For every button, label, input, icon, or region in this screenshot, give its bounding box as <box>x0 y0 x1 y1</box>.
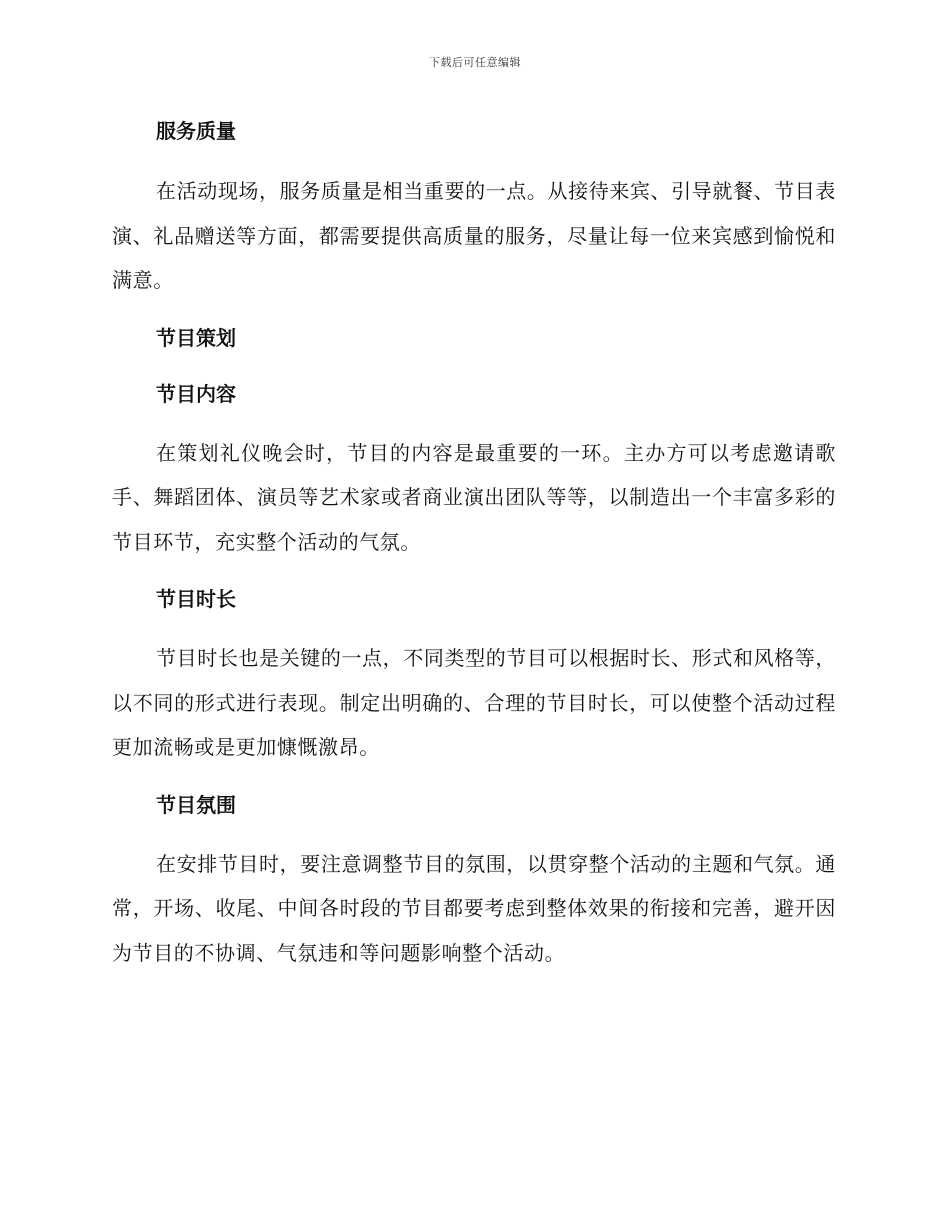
document-body <box>112 112 836 975</box>
page-header-note: 下载后可任意编辑 <box>429 56 521 69</box>
paragraph-service-quality: 在活动现场，服务质量是相当重要的一点。从接待来宾、引导就餐、节目表演、礼品赠送等方面，都需要提供高质量的服务，尽量让每一位来宾感到愉悦和满意。 <box>112 179 836 292</box>
heading-service-quality: 服务质量 <box>156 119 236 143</box>
heading-program-content: 节目内容 <box>156 381 236 406</box>
paragraph-program-duration: 节目时长也是关键的一点，不同类型的节目可以根据时长、形式和风格等，以不同的形式进行表现。制定出明确的、合理的节目时长，可以使整个活动过程更加流畅或是更加慷慨激昂。 <box>112 646 836 759</box>
paragraph-program-atmosphere: 在安排节目时，要注意调整节目的氛围，以贯穿整个活动的主题和气氛。通常，开场、收尾、中间各时段的节目都要考虑到整体效果的衔接和完善，避开因为节目的不协调、气氛违和等问题影响整个活动。 <box>112 851 836 965</box>
heading-program-planning: 节目策划 <box>156 325 236 350</box>
heading-program-duration: 节目时长 <box>156 587 236 611</box>
paragraph-program-content: 在策划礼仪晚会时，节目的内容是最重要的一环。主办方可以考虑邀请歌手、舞蹈团体、演员等艺术家或者商业演出团队等等，以制造出一个丰富多彩的节目环节，充实整个活动的气氛。 <box>112 440 836 554</box>
heading-program-atmosphere: 节目氛围 <box>156 792 236 817</box>
